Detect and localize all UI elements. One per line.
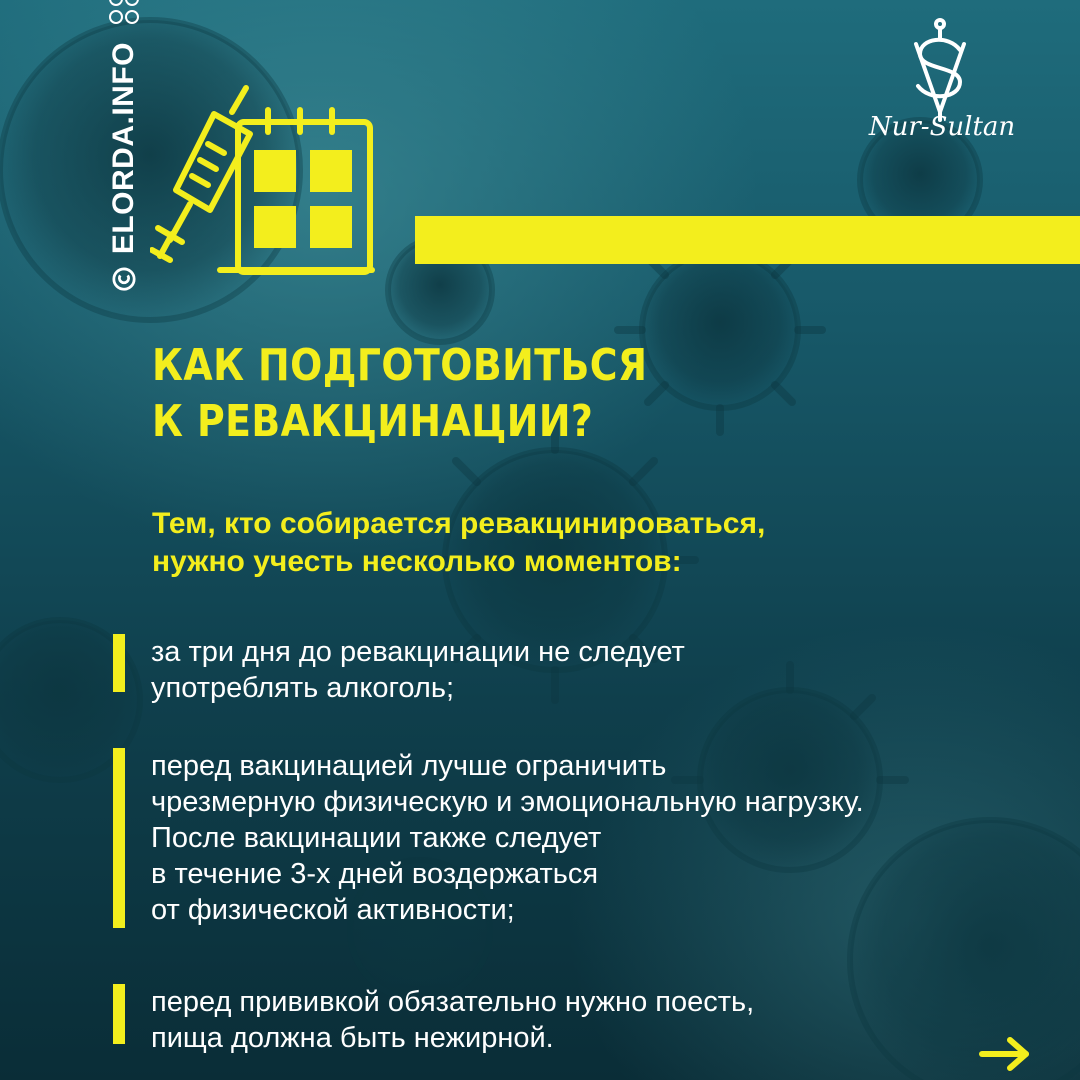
instagram-icon[interactable] (109, 10, 123, 24)
facebook-icon[interactable] (125, 0, 139, 6)
youtube-icon[interactable] (125, 10, 139, 24)
brand-strip (102, 0, 146, 292)
tip-line: После вакцинации также следует (151, 822, 602, 854)
elorda-logo-icon (110, 266, 138, 292)
intro-line: нужно учесть несколько моментов: (152, 545, 682, 578)
tip-bullet-bar (113, 984, 125, 1044)
tip-line: от физической активности; (151, 894, 515, 926)
intro-line: Тем, кто собирается ревакцинироваться, (152, 507, 766, 540)
city-logo-name: Nur-Sultan (868, 112, 1016, 142)
tip-line: перед вакцинацией лучше ограничить (151, 750, 667, 782)
social-icons (109, 0, 139, 24)
syringe-calendar-icon (150, 80, 380, 295)
accent-bar (415, 216, 1080, 264)
tip-text (151, 748, 864, 928)
headline-line: КАК ПОДГОТОВИТЬСЯ (152, 340, 648, 391)
telegram-icon[interactable] (109, 0, 123, 6)
tip-bullet-bar (113, 634, 125, 692)
tip-line: перед прививкой обязательно нужно поесть, (151, 986, 755, 1018)
arrow-right-icon[interactable] (976, 1034, 1036, 1074)
brand-name[interactable]: ELORDA.INFO (107, 42, 140, 255)
tip-bullet-bar (113, 748, 125, 928)
tip-text (151, 984, 754, 1056)
tip-line: за три дня до ревакцинации не следует (151, 636, 685, 668)
tip-line: чрезмерную физическую и эмоциональную нагрузку. (151, 786, 864, 818)
tip-line: в течение 3-х дней воздержаться (151, 858, 599, 890)
intro-text (152, 505, 765, 581)
headline-line: К РЕВАКЦИНАЦИИ? (152, 396, 594, 447)
tip-text (151, 634, 685, 706)
tip-line: пища должна быть нежирной. (151, 1022, 554, 1054)
tip-line: употреблять алкоголь; (151, 672, 454, 704)
headline (152, 338, 648, 450)
